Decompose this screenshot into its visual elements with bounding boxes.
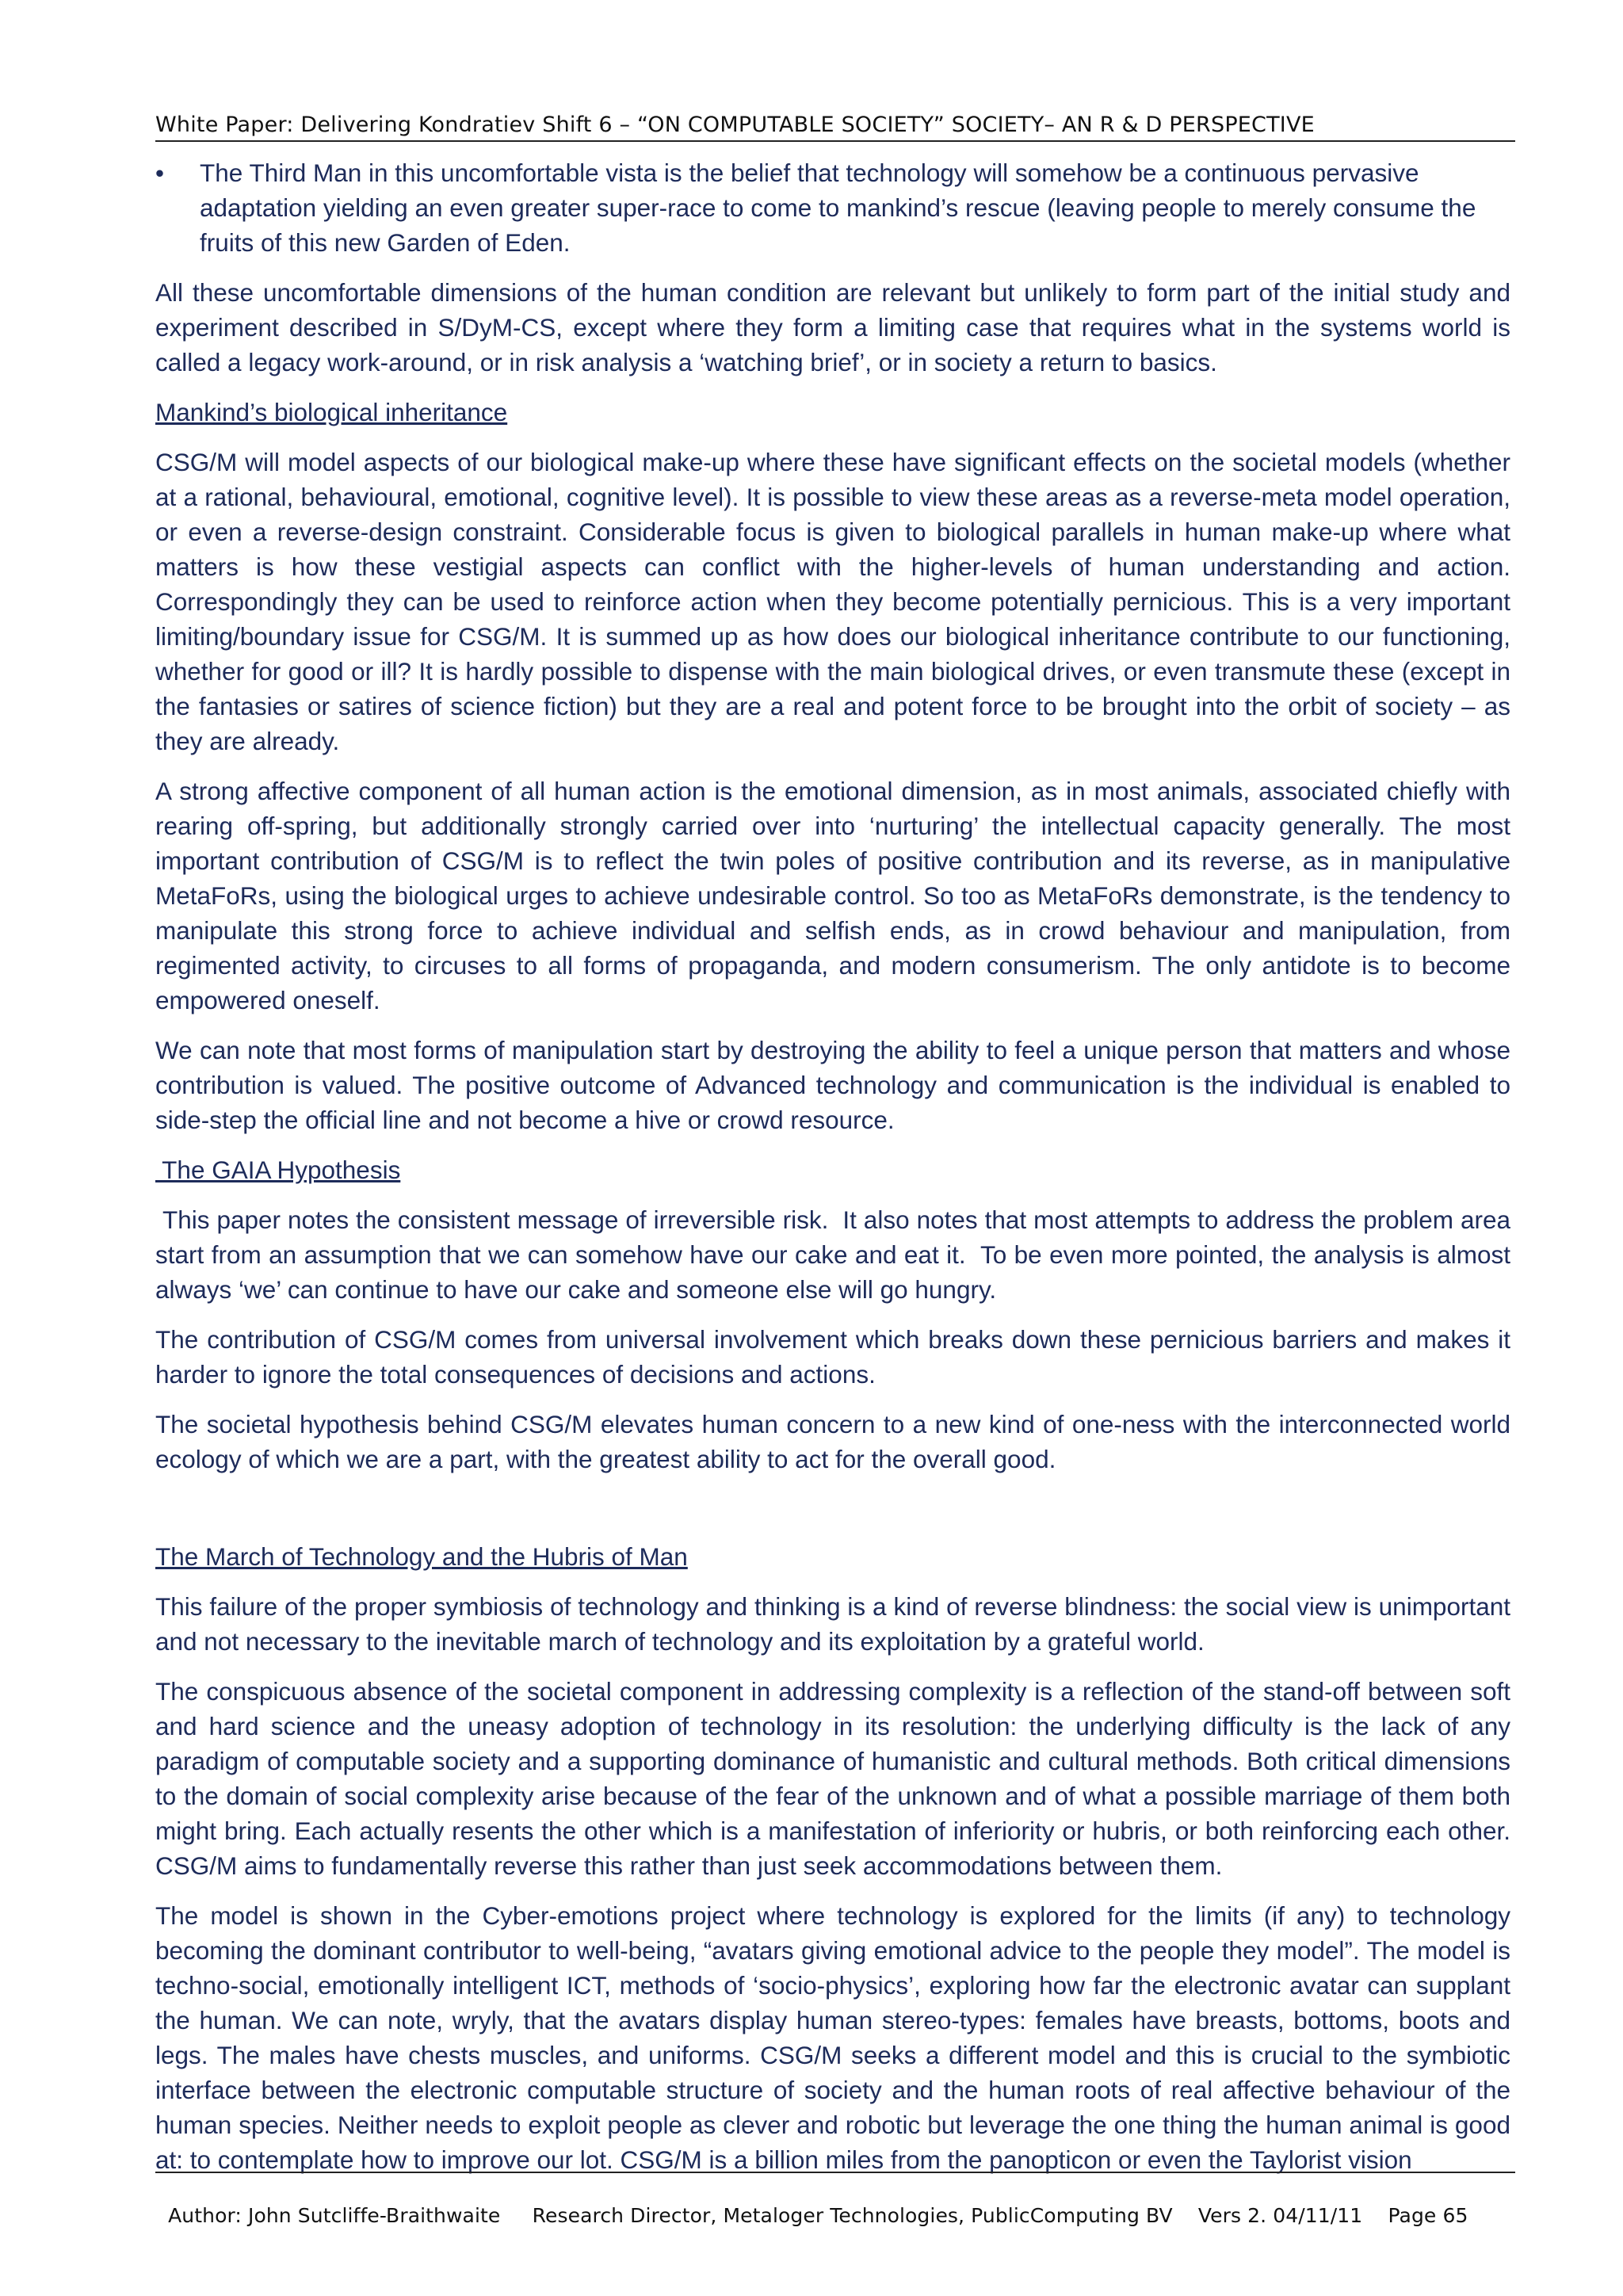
page-header bbox=[155, 113, 1515, 142]
paragraph: We can note that most forms of manipulation start by destroying the ability to feel a unique person that matters and whose contribution is valued. The positive outcome of Advanced technology and communication is the individual is enabled to side-step the official line and not become a hive or crowd resource. bbox=[155, 1036, 1510, 1134]
section-heading: Mankind’s biological inheritance bbox=[155, 398, 508, 426]
paragraph: This paper notes the consistent message of irreversible risk. It also notes that most attempts to address the problem area start from an assumption that we can somehow have our cake and eat it. To be even more pointed, the analysis is almost always ‘we’ can continue to have our cake and someone else will go hungry. bbox=[155, 1205, 1518, 1304]
paragraph: The societal hypothesis behind CSG/M elevates human concern to a new kind of one-ness with the interconnected world ecology of which we are a part, with the greatest ability to act for the overall good. bbox=[155, 1410, 1510, 1473]
header-title: White Paper: Delivering Kondratiev Shift 6 – “ON COMPUTABLE SOCIETY” SOCIETY– AN R & D PERSPECTIVE bbox=[155, 113, 1315, 137]
page-footer bbox=[155, 2172, 1515, 2227]
paragraph: A strong affective component of all human action is the emotional dimension, as in most animals, associated chiefly with rearing off-spring, but additionally strongly carried over into ‘nurturing’ the intellectual capacity generally. The most important contribution of CSG/M is to reflect the twin poles of positive contribution and its reverse, as in manipulative MetaFoRs, using the biological urges to achieve undesirable control. So too as MetaFoRs demonstrate, is the tendency to manipulate this strong force to achieve individual and selfish ends, as in crowd behaviour and manipulation, from regimented activity, to circuses to all forms of propaganda, and modern consumerism. The only antidote is to become empowered oneself. bbox=[155, 777, 1510, 1014]
paragraph: The contribution of CSG/M comes from universal involvement which breaks down these pernicious barriers and makes it harder to ignore the total consequences of decisions and actions. bbox=[155, 1325, 1510, 1389]
spacer bbox=[155, 1492, 1510, 1539]
bullet-marker: • bbox=[155, 159, 165, 187]
document-body bbox=[155, 155, 1518, 2192]
bullet-text: The Third Man in this uncomfortable vista is the belief that technology will somehow be a continuous pervasive adaptation yielding an even greater super-race to come to mankind’s rescue (leaving people to merely consume the fruits of this new Garden of Eden. bbox=[200, 159, 1476, 257]
paragraph: The model is shown in the Cyber-emotions project where technology is explored for the limits (if any) to technology becoming the dominant contributor to well-being, “avatars giving emotional advice to the people they model”. The model is techno-social, emotionally intelligent ICT, methods of ‘socio-physics’, exploring how far the electronic avatar can supplant the human. We can note, wryly, that the avatars display human stereo-types: females have breasts, bottoms, boots and legs. The males have chests muscles, and uniforms. CSG/M seeks a different model and this is crucial to the symbiotic interface between the electronic computable structure of society and the human roots of real affective behaviour of the human species. Neither needs to exploit people as clever and robotic but leverage the one thing the human animal is good at: to contemplate how to improve our lot. CSG/M is a billion miles from the panopticon or even the Taylorist vision bbox=[155, 1901, 1510, 2174]
section-heading: The March of Technology and the Hubris of Man bbox=[155, 1542, 688, 1571]
bullet-item bbox=[155, 155, 1510, 260]
paragraph: CSG/M will model aspects of our biological make-up where these have significant effects on the societal models (whether at a rational, behavioural, emotional, cognitive level). It is possible to view these areas as a reverse-meta model operation, or even a reverse-design constraint. Considerable focus is given to biological parallels in human make-up where what matters is how these vestigial aspects can conflict with the higher-levels of human understanding and action. Correspondingly they can be used to reinforce action when they become potentially pernicious. This is a very important limiting/boundary issue for CSG/M. It is summed up as how does our biological inheritance contribute to our functioning, whether for good or ill? It is hardly possible to dispense with the main biological drives, or even transmute these (except in the fantasies or satires of science fiction) but they are a real and potent force to be brought into the orbit of society – as they are already. bbox=[155, 448, 1510, 755]
section-heading: The GAIA Hypothesis bbox=[155, 1156, 401, 1184]
paragraph: The conspicuous absence of the societal component in addressing complexity is a reflection of the stand-off between soft and hard science and the uneasy adoption of technology in its resolution: the underlying difficulty is the lack of any paradigm of computable society and a supporting dominance of humanistic and cultural methods. Both critical dimensions to the domain of social complexity arise because of the fear of the unknown and of what a possible marriage of them both might bring. Each actually resents the other which is a manifestation of inferiority or hubris, or both reinforcing each other. CSG/M aims to fundamentally reverse this rather than just seek accommodations between them. bbox=[155, 1677, 1510, 1880]
paragraph: All these uncomfortable dimensions of the human condition are relevant but unlikely to form part of the initial study and experiment described in S/DyM-CS, except where they form a limiting case that requires what in the systems world is called a legacy work-around, or in risk analysis a ‘watching brief’, or in society a return to basics. bbox=[155, 278, 1510, 376]
paragraph: This failure of the proper symbiosis of technology and thinking is a kind of reverse blindness: the social view is unimportant and not necessary to the inevitable march of technology and its exploitation by a grateful world. bbox=[155, 1592, 1510, 1656]
footer-text: Author: John Sutcliffe-Braithwaite Research Director, Metaloger Technologies, PublicComputing BV Vers 2. 04/11/11 Page 65 bbox=[168, 2204, 1468, 2227]
